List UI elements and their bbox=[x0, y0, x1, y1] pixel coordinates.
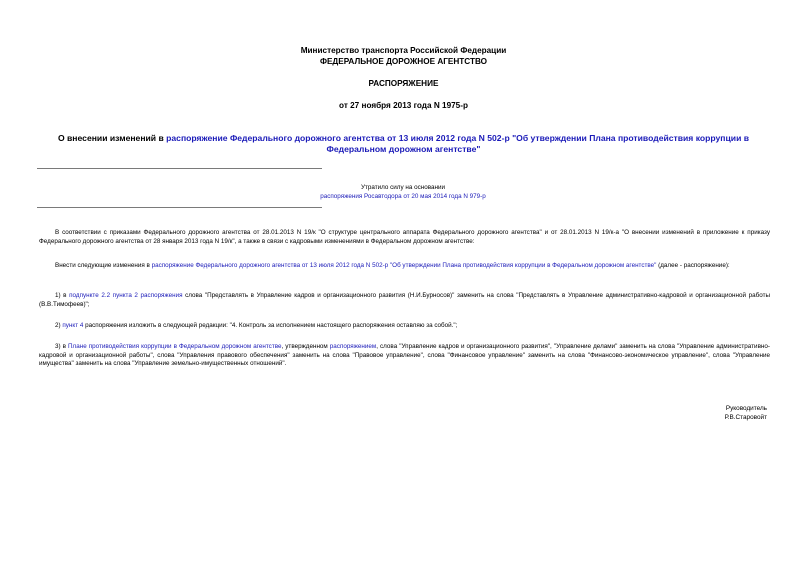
signature-role: Руководитель bbox=[725, 405, 767, 412]
p5-text-mid: , утвержденном bbox=[281, 343, 330, 350]
ministry-name: Министерство транспорта Российской Федерации bbox=[300, 46, 507, 55]
p2-text-before: Внести следующие изменения в bbox=[55, 262, 152, 269]
paragraph-item-2 bbox=[39, 322, 770, 331]
paragraph-amendments-intro bbox=[39, 262, 770, 271]
p4-clause-link[interactable]: пункт 4 bbox=[62, 322, 84, 329]
title-prefix: О внесении изменений в bbox=[57, 133, 167, 143]
document-date-number: от 27 ноября 2013 года N 1975-р bbox=[339, 101, 468, 110]
paragraph-item-3 bbox=[39, 343, 770, 369]
bottom-divider bbox=[37, 207, 322, 208]
p5-plan-link[interactable]: Плане противодействия коррупции в Федеральном дорожном агентстве bbox=[68, 343, 282, 350]
p4-text-after: распоряжения изложить в следующей редакции: "4. Контроль за исполнением настоящего распоряжения оставляю за собой."; bbox=[83, 322, 458, 329]
title-amended-order-link[interactable]: распоряжение Федерального дорожного агентства от 13 июля 2012 года N 502-р "Об утверждении Плана противодействия коррупции в Федеральном дорожном агентстве" bbox=[166, 133, 750, 154]
paragraph-item-1 bbox=[39, 292, 770, 309]
signature-name: Р.В.Старовойт bbox=[724, 414, 767, 421]
p3-subclause-link[interactable]: подпункте 2.2 пункта 2 распоряжения bbox=[69, 292, 183, 299]
status-note-link[interactable]: распоряжения Росавтодора от 20 мая 2014 года N 979-р bbox=[320, 193, 486, 200]
p5-text-after: , слова "Управление кадров и организационного развития", "Управление делами" заменить на слова "Управление административно-кадровой и организационной работы", слова "Управления правового обеспечения" заменить на слова "Правовое управление", слова "Финансовое управление" заменить на слова "Финансово-экономическое управление", слова "Управление имущества" заменить на слова "Управление земельно-имущественных отношений". bbox=[39, 343, 770, 368]
document-type: РАСПОРЯЖЕНИЕ bbox=[368, 79, 439, 88]
top-divider bbox=[37, 168, 322, 169]
p2-order-link[interactable]: распоряжение Федерального дорожного агентства от 13 июля 2012 года N 502-р "Об утверждении Плана противодействия коррупции в Федеральном дорожном агентстве" bbox=[151, 262, 657, 269]
paragraph-preamble: В соответствии с приказами Федерального дорожного агентства от 28.01.2013 N 19/к "О структуре центрального аппарата Федерального дорожного агентства" и от 28.01.2013 N 19/к-а "О внесении изменений в приложение к приказу Федерального дорожного агентства от 28 января 2013 года N 19/к", а также в связи с кадровыми изменениями в Федеральном дорожном агентстве: bbox=[39, 229, 770, 245]
agency-name: ФЕДЕРАЛЬНОЕ ДОРОЖНОЕ АГЕНТСТВО bbox=[319, 57, 488, 66]
p5-text-before: 3) в bbox=[55, 343, 69, 350]
p2-text-after: (далее - распоряжение): bbox=[656, 262, 730, 269]
p3-text-before: 1) в bbox=[55, 292, 70, 299]
p5-order-link[interactable]: распоряжением bbox=[329, 343, 377, 350]
document-title bbox=[40, 133, 767, 155]
p4-text-before: 2) bbox=[55, 322, 63, 329]
p3-text-after: слова "Представлять в Управление кадров и организационного развития (Н.И.Бурносов)" заменить на слова "Представлять в Управление административно-кадровой и организационной работы (В.В.Тимофеев)"; bbox=[39, 292, 770, 308]
status-note-line: Утратило силу на основании bbox=[360, 184, 446, 191]
